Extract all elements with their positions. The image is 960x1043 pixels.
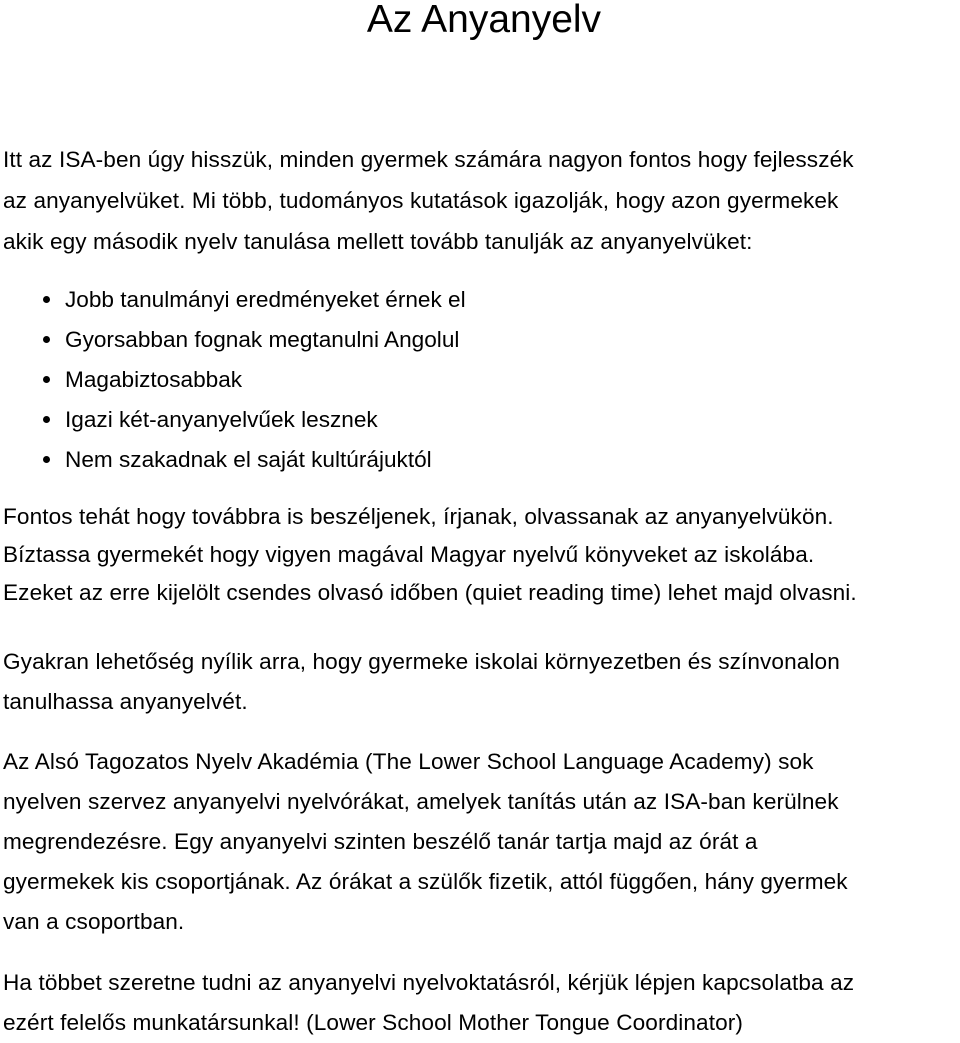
paragraph-line: ezért felelős munkatársunkal! (Lower School Mother Tongue Coordinator) — [3, 1010, 744, 1035]
intro-line: Itt az ISA-ben úgy hisszük, minden gyermek számára nagyon fontos hogy fejlesszék — [3, 147, 854, 172]
contact-paragraph — [3, 963, 958, 1043]
opportunity-paragraph — [3, 642, 958, 722]
paragraph-line: Fontos tehát hogy továbbra is beszéljenek, írjanak, olvassanak az anyanyelvükön. — [3, 504, 834, 529]
academy-paragraph — [3, 742, 958, 942]
intro-paragraph — [3, 139, 958, 262]
benefits-list — [0, 280, 466, 480]
paragraph-line: tanulhassa anyanyelvét. — [3, 689, 248, 714]
bullet-icon — [43, 336, 50, 343]
bullet-icon — [43, 296, 50, 303]
reading-paragraph — [3, 498, 958, 612]
list-item-text: Igazi két-anyanyelvűek lesznek — [65, 407, 378, 432]
list-item — [0, 360, 466, 400]
bullet-icon — [43, 456, 50, 463]
intro-line: az anyanyelvüket. Mi több, tudományos kutatások igazolják, hogy azon gyermekek — [3, 188, 839, 213]
list-item-text: Gyorsabban fognak megtanulni Angolul — [65, 327, 460, 352]
paragraph-line: nyelven szervez anyanyelvi nyelvórákat, amelyek tanítás után az ISA-ban kerülnek — [3, 789, 839, 814]
list-item — [0, 320, 466, 360]
paragraph-line: van a csoportban. — [3, 909, 185, 934]
list-item-text: Jobb tanulmányi eredményeket érnek el — [65, 287, 466, 312]
list-item — [0, 280, 466, 320]
list-item — [0, 400, 466, 440]
paragraph-line: Az Alsó Tagozatos Nyelv Akadémia (The Lower School Language Academy) sok — [3, 749, 814, 774]
page-title: Az Anyanyelv — [366, 0, 602, 41]
bullet-icon — [43, 416, 50, 423]
list-item-text: Magabiztosabbak — [65, 367, 243, 392]
paragraph-line: Ezeket az erre kijelölt csendes olvasó időben (quiet reading time) lehet majd olvasni. — [3, 580, 857, 605]
paragraph-line: megrendezésre. Egy anyanyelvi szinten beszélő tanár tartja majd az órát a — [3, 829, 758, 854]
bullet-icon — [43, 376, 50, 383]
list-item-text: Nem szakadnak el saját kultúrájuktól — [65, 447, 432, 472]
list-item — [0, 440, 466, 480]
paragraph-line: Ha többet szeretne tudni az anyanyelvi nyelvoktatásról, kérjük lépjen kapcsolatba az — [3, 970, 855, 995]
paragraph-line: gyermekek kis csoportjának. Az órákat a szülők fizetik, attól függően, hány gyermek — [3, 869, 848, 894]
paragraph-line: Gyakran lehetőség nyílik arra, hogy gyermeke iskolai környezetben és színvonalon — [3, 649, 840, 674]
intro-line: akik egy második nyelv tanulása mellett tovább tanulják az anyanyelvüket: — [3, 229, 753, 254]
paragraph-line: Bíztassa gyermekét hogy vigyen magával Magyar nyelvű könyveket az iskolába. — [3, 542, 815, 567]
